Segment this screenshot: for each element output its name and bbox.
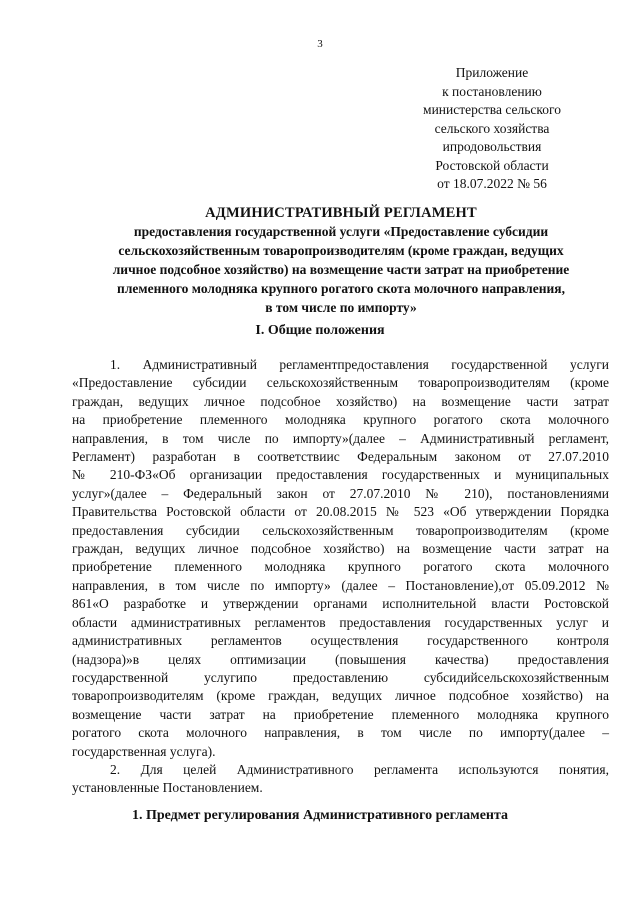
subtitle-line: сельскохозяйственным товаропроизводителям (кроме граждан, ведущих: [118, 243, 564, 258]
section-heading: I. Общие положения: [255, 323, 385, 338]
paragraph-2: [72, 761, 609, 798]
text-line: рогатого скота молочного направления, в том числе по импорту(далее –: [72, 725, 609, 741]
appendix-line: от 18.07.2022 № 56: [437, 176, 547, 191]
text-line: 861«О разработке и утверждении органами исполнительной власти Ростовской: [72, 596, 609, 612]
page-number: 3: [317, 38, 323, 50]
text-line: области административных регламентов предоставления государственных услуг и: [72, 614, 609, 630]
document-subtitle: [60, 222, 622, 317]
text-line: товаропроизводителям (кроме граждан, ведущих личное подсобное хозяйство) на: [72, 688, 609, 704]
subtitle-line: личное подсобное хозяйство) на возмещение части затрат на приобретение: [112, 262, 570, 277]
text-line: на приобретение племенного молодняка крупного рогатого скота молочного: [72, 412, 609, 428]
document-title: АДМИНИСТРАТИВНЫЙ РЕГЛАМЕНТ: [205, 205, 477, 221]
text-line: «Предоставление субсидии сельскохозяйственным товаропроизводителям (кроме: [72, 375, 609, 391]
text-line: Регламент) разработан в соответствиис Федеральным законом от 27.07.2010: [72, 449, 609, 465]
appendix-block: [398, 64, 586, 194]
title-block: [60, 204, 622, 317]
appendix-line: Ростовской области: [435, 157, 549, 173]
subtitle-line: в том числе по импорту»: [265, 300, 417, 315]
text-line: 1. Административный регламентпредоставления государственной услуги: [110, 357, 609, 372]
text-line: государственная услуга).: [72, 743, 216, 759]
text-line: Правительства Ростовской области от 20.08.2015 № 523 «Об утверждении Порядка: [72, 504, 609, 520]
subtitle-line: племенного молодняка крупного рогатого скота молочного направления,: [117, 281, 565, 296]
text-line: граждан, ведущих личное подсобное хозяйство) на возмещение части затрат на: [72, 541, 609, 557]
text-line: № 210-ФЗ«Об организации предоставления государственных и муниципальных: [72, 467, 609, 483]
text-line: услуг»(далее – Федеральный закон от 27.07.2010 № 210), постановлениями: [72, 485, 609, 501]
text-line: направления, в том числе по импорту»(далее – Административный регламент,: [72, 430, 609, 446]
text-line: предоставления субсидии сельскохозяйственным товаропроизводителям (кроме: [72, 522, 609, 538]
subtitle-line: предоставления государственной услуги «Предоставление субсидии: [133, 224, 549, 239]
subsection-heading: 1. Предмет регулирования Административного регламента: [131, 808, 509, 823]
text-line: возмещение части затрат на приобретение племенного молодняка крупного: [72, 706, 609, 722]
text-line: установленные Постановлением.: [72, 780, 263, 796]
text-line: государственной услугипо предоставлению субсидийсельскохозяйственным: [72, 669, 609, 685]
text-line: (надзора)»в целях оптимизации (повышения качества) предоставления: [72, 651, 609, 667]
appendix-line: министерства сельского: [423, 102, 561, 117]
text-line: приобретение племенного молодняка крупного рогатого скота молочного: [72, 559, 609, 575]
text-line: направления, в том числе по импорту» (далее – Постановление),от 05.09.2012 №: [72, 577, 609, 593]
appendix-line: к постановлению: [442, 83, 542, 99]
text-line: 2. Для целей Административного регламента используются понятия,: [110, 761, 609, 777]
body-text: [72, 356, 609, 798]
appendix-line: Приложение: [455, 65, 529, 80]
appendix-line: сельского хозяйства: [434, 120, 550, 136]
paragraph-1: [72, 356, 609, 761]
text-line: административных регламентов осуществления государственного контроля: [72, 633, 609, 649]
appendix-line: ипродовольствия: [442, 139, 542, 154]
text-line: граждан, ведущих личное подсобное хозяйство) на возмещение части затрат: [72, 393, 609, 409]
